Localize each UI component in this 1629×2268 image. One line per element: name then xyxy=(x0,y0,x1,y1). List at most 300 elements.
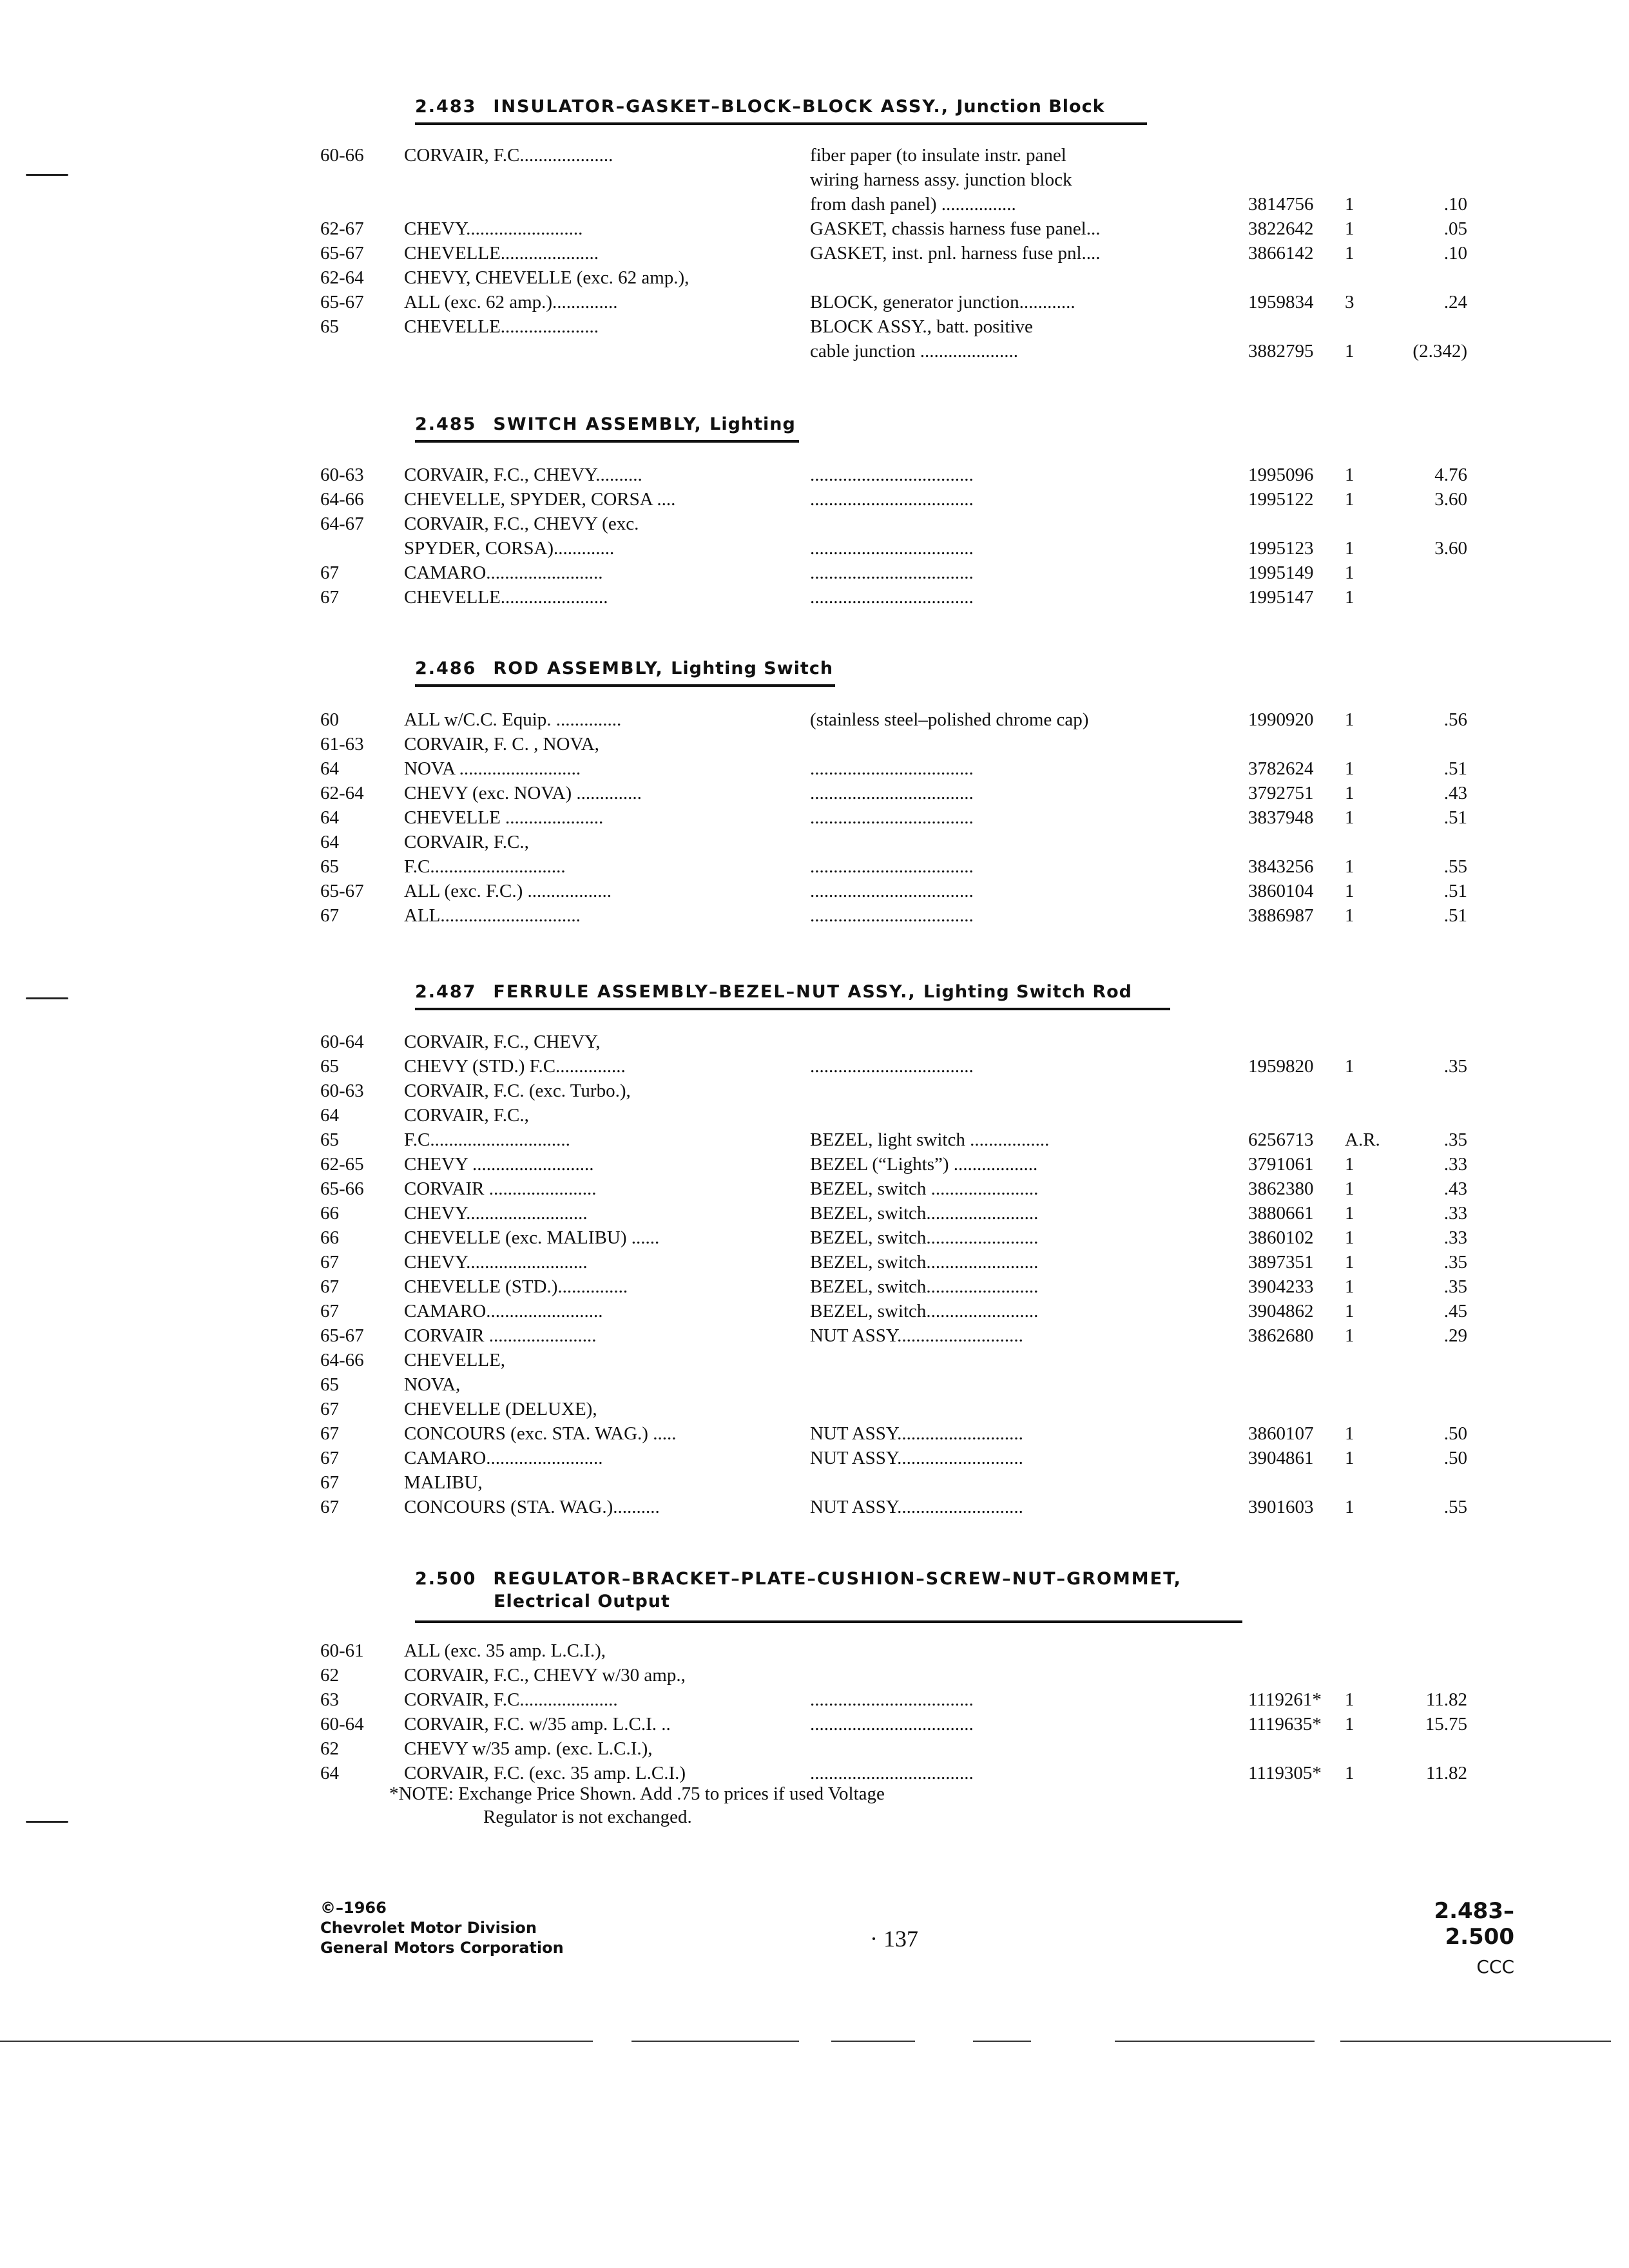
table-row xyxy=(320,1470,1480,1495)
quantity-cell: 1 xyxy=(1345,758,1354,779)
model-cell: CHEVELLE, SPYDER, CORSA .... xyxy=(404,489,676,510)
section-heading xyxy=(415,414,796,434)
price-cell: .43 xyxy=(1443,783,1467,803)
price-cell: .51 xyxy=(1443,881,1467,901)
section-heading xyxy=(415,658,833,678)
model-cell: CORVAIR, F.C. w/35 amp. L.C.I. .. xyxy=(404,1714,671,1735)
part-number-cell: 1995149 xyxy=(1248,562,1314,583)
year-cell: 66 xyxy=(320,1203,339,1224)
section-number: 2.486 xyxy=(415,658,477,678)
part-number-cell: 1119305* xyxy=(1248,1763,1322,1783)
description-cell: ................................... xyxy=(810,562,974,583)
table-row xyxy=(320,1274,1480,1299)
description-cell: NUT ASSY........................... xyxy=(810,1497,1023,1517)
model-cell: CORVAIR, F.C., CHEVY w/30 amp., xyxy=(404,1665,686,1686)
year-cell: 60-61 xyxy=(320,1640,364,1661)
price-cell: .56 xyxy=(1443,709,1467,730)
model-cell: CHEVELLE (exc. MALIBU) ...... xyxy=(404,1227,660,1248)
year-cell: 60-64 xyxy=(320,1714,364,1735)
price-cell: .35 xyxy=(1443,1276,1467,1297)
table-row xyxy=(320,1177,1480,1201)
table-row xyxy=(320,463,1480,487)
year-cell: 64-66 xyxy=(320,1350,364,1370)
description-cell: cable junction ..................... xyxy=(810,341,1018,361)
year-cell: 67 xyxy=(320,1252,339,1273)
model-cell: CORVAIR, F.C..................... xyxy=(404,1689,618,1710)
section-number: 2.483 xyxy=(415,97,477,117)
quantity-cell: 1 xyxy=(1345,709,1354,730)
quantity-cell: 1 xyxy=(1345,1227,1354,1248)
table-row xyxy=(320,1348,1480,1372)
year-cell: 67 xyxy=(320,1423,339,1444)
margin-mark xyxy=(26,997,68,999)
part-number-cell: 1995123 xyxy=(1248,538,1314,559)
quantity-cell: 1 xyxy=(1345,489,1354,510)
description-cell: BEZEL, light switch ................. xyxy=(810,1129,1050,1150)
model-cell: CHEVELLE..................... xyxy=(404,243,599,264)
quantity-cell: 1 xyxy=(1345,856,1354,877)
table-row xyxy=(320,903,1480,928)
year-cell: 64 xyxy=(320,758,339,779)
price-cell: .45 xyxy=(1443,1301,1467,1321)
price-cell: .50 xyxy=(1443,1448,1467,1468)
model-cell: CHEVELLE....................... xyxy=(404,587,608,608)
model-cell: CHEVELLE, xyxy=(404,1350,506,1370)
model-cell: CHEVY w/35 amp. (exc. L.C.I.), xyxy=(404,1738,653,1759)
model-cell: CORVAIR, F. C. , NOVA, xyxy=(404,734,599,754)
table-row xyxy=(320,1663,1480,1687)
footnote-line: *NOTE: Exchange Price Shown. Add .75 to prices if used Voltage xyxy=(389,1783,885,1804)
section-title: ROD ASSEMBLY, xyxy=(493,658,664,678)
description-cell: ................................... xyxy=(810,856,974,877)
year-cell: 62-64 xyxy=(320,783,364,803)
year-cell: 64-66 xyxy=(320,489,364,510)
model-cell: CHEVELLE (STD.)............... xyxy=(404,1276,628,1297)
description-cell: ................................... xyxy=(810,1763,974,1783)
part-number-cell: 3886987 xyxy=(1248,905,1314,926)
part-number-cell: 1995096 xyxy=(1248,465,1314,485)
quantity-cell: 1 xyxy=(1345,1689,1354,1710)
part-number-cell: 3901603 xyxy=(1248,1497,1314,1517)
part-number-cell: 3904861 xyxy=(1248,1448,1314,1468)
model-cell: CHEVELLE (DELUXE), xyxy=(404,1399,597,1419)
scan-rule xyxy=(973,2041,1031,2042)
scan-rule xyxy=(1115,2041,1315,2042)
section-subtitle: Lighting Switch Rod xyxy=(923,982,1132,1002)
table-row xyxy=(320,1128,1480,1152)
quantity-cell: 1 xyxy=(1345,1203,1354,1224)
quantity-cell: 1 xyxy=(1345,1763,1354,1783)
table-row xyxy=(320,854,1480,879)
price-cell: 3.60 xyxy=(1434,489,1467,510)
year-cell: 60-63 xyxy=(320,1081,364,1101)
year-cell: 67 xyxy=(320,1301,339,1321)
year-cell: 65 xyxy=(320,1056,339,1077)
model-cell: CHEVY (exc. NOVA) .............. xyxy=(404,783,642,803)
quantity-cell: 1 xyxy=(1345,587,1354,608)
year-cell: 65 xyxy=(320,1374,339,1395)
description-cell: ................................... xyxy=(810,1056,974,1077)
price-cell: .33 xyxy=(1443,1203,1467,1224)
year-cell: 67 xyxy=(320,905,339,926)
section-subtitle: Electrical Output xyxy=(494,1591,670,1611)
part-number-cell: 3791061 xyxy=(1248,1154,1314,1175)
part-number-cell: 3843256 xyxy=(1248,856,1314,877)
table-row xyxy=(320,1736,1480,1761)
description-cell: BLOCK, generator junction............ xyxy=(810,292,1075,312)
description-cell: GASKET, inst. pnl. harness fuse pnl.... xyxy=(810,243,1101,264)
margin-mark xyxy=(26,174,68,176)
model-cell: CHEVY.......................... xyxy=(404,1203,588,1224)
model-cell: CORVAIR, F.C. (exc. Turbo.), xyxy=(404,1081,631,1101)
section-heading xyxy=(415,97,1105,117)
table-row xyxy=(320,1201,1480,1225)
table-row xyxy=(320,1446,1480,1470)
year-cell: 65-67 xyxy=(320,243,364,264)
year-cell: 67 xyxy=(320,1399,339,1419)
year-cell: 64-67 xyxy=(320,514,364,534)
quantity-cell: 1 xyxy=(1345,807,1354,828)
year-cell: 62 xyxy=(320,1665,339,1686)
year-cell: 67 xyxy=(320,587,339,608)
part-number-cell: 3897351 xyxy=(1248,1252,1314,1273)
table-row xyxy=(320,732,1480,756)
model-cell: CORVAIR ....................... xyxy=(404,1325,597,1346)
model-cell: CHEVY......................... xyxy=(404,218,583,239)
model-cell: F.C............................. xyxy=(404,856,566,877)
part-number-cell: 1990920 xyxy=(1248,709,1314,730)
model-cell: CHEVY, CHEVELLE (exc. 62 amp.), xyxy=(404,267,689,288)
year-cell: 60 xyxy=(320,709,339,730)
model-cell: MALIBU, xyxy=(404,1472,483,1493)
description-cell: NUT ASSY........................... xyxy=(810,1423,1023,1444)
section-underline xyxy=(415,122,1147,125)
part-number-cell: 3814756 xyxy=(1248,194,1314,215)
quantity-cell: A.R. xyxy=(1345,1129,1380,1150)
description-cell: BEZEL, switch........................ xyxy=(810,1252,1039,1273)
description-cell: GASKET, chassis harness fuse panel... xyxy=(810,218,1101,239)
model-cell: CORVAIR, F.C.................... xyxy=(404,145,613,166)
footnote-line: Regulator is not exchanged. xyxy=(483,1807,692,1827)
table-row xyxy=(320,216,1480,241)
section-underline xyxy=(415,1620,1242,1623)
scan-rule xyxy=(631,2041,799,2042)
year-cell: 65-67 xyxy=(320,881,364,901)
price-cell: .10 xyxy=(1443,194,1467,215)
price-cell: .05 xyxy=(1443,218,1467,239)
part-number-cell: 1995122 xyxy=(1248,489,1314,510)
model-cell: CAMARO......................... xyxy=(404,1448,603,1468)
year-cell: 65-66 xyxy=(320,1178,364,1199)
model-cell: NOVA .......................... xyxy=(404,758,581,779)
section-heading xyxy=(415,982,1132,1002)
table-row xyxy=(320,1323,1480,1348)
quantity-cell: 1 xyxy=(1345,905,1354,926)
table-row xyxy=(320,290,1480,314)
table-row xyxy=(320,1103,1480,1128)
year-cell: 65 xyxy=(320,856,339,877)
description-cell: BEZEL, switch........................ xyxy=(810,1276,1039,1297)
model-cell: CHEVELLE ..................... xyxy=(404,807,604,828)
quantity-cell: 1 xyxy=(1345,1056,1354,1077)
table-row xyxy=(320,1030,1480,1054)
description-cell: wiring harness assy. junction block xyxy=(810,169,1072,190)
table-row xyxy=(320,512,1480,536)
table-row xyxy=(320,314,1480,339)
description-cell: ................................... xyxy=(810,489,974,510)
section-title: INSULATOR–GASKET–BLOCK–BLOCK ASSY., xyxy=(493,97,949,117)
year-cell: 67 xyxy=(320,562,339,583)
table-row xyxy=(320,1225,1480,1250)
table-row xyxy=(320,265,1480,290)
year-cell: 64 xyxy=(320,1763,339,1783)
quantity-cell: 1 xyxy=(1345,538,1354,559)
model-cell: ALL (exc. F.C.) .................. xyxy=(404,881,612,901)
part-number-cell: 1995147 xyxy=(1248,587,1314,608)
table-row xyxy=(320,1712,1480,1736)
table-row xyxy=(320,1152,1480,1177)
table-row xyxy=(320,1250,1480,1274)
description-cell: ................................... xyxy=(810,905,974,926)
year-cell: 67 xyxy=(320,1497,339,1517)
price-cell: .35 xyxy=(1443,1252,1467,1273)
table-row xyxy=(320,707,1480,732)
quantity-cell: 1 xyxy=(1345,1448,1354,1468)
year-cell: 65 xyxy=(320,316,339,337)
model-cell: NOVA, xyxy=(404,1374,461,1395)
quantity-cell: 1 xyxy=(1345,1276,1354,1297)
quantity-cell: 1 xyxy=(1345,1301,1354,1321)
table-row xyxy=(320,805,1480,830)
quantity-cell: 1 xyxy=(1345,1178,1354,1199)
price-cell: .50 xyxy=(1443,1423,1467,1444)
model-cell: CONCOURS (exc. STA. WAG.) ..... xyxy=(404,1423,677,1444)
table-row xyxy=(320,830,1480,854)
quantity-cell: 1 xyxy=(1345,243,1354,264)
model-cell: CORVAIR, F.C., CHEVY.......... xyxy=(404,465,642,485)
page-number: · 137 xyxy=(870,1926,918,1952)
description-cell: from dash panel) ................ xyxy=(810,194,1016,215)
model-cell: ALL.............................. xyxy=(404,905,581,926)
part-number-cell: 3860104 xyxy=(1248,881,1314,901)
part-number-cell: 3837948 xyxy=(1248,807,1314,828)
description-cell: (stainless steel–polished chrome cap) xyxy=(810,709,1089,730)
price-cell: .43 xyxy=(1443,1178,1467,1199)
model-cell: ALL w/C.C. Equip. .............. xyxy=(404,709,622,730)
part-number-cell: 3860107 xyxy=(1248,1423,1314,1444)
description-cell: ................................... xyxy=(810,881,974,901)
description-cell: BLOCK ASSY., batt. positive xyxy=(810,316,1033,337)
table-row xyxy=(320,143,1480,168)
table-row xyxy=(320,1397,1480,1421)
model-cell: ALL (exc. 35 amp. L.C.I.), xyxy=(404,1640,606,1661)
price-cell: .29 xyxy=(1443,1325,1467,1346)
quantity-cell: 1 xyxy=(1345,881,1354,901)
model-cell: CORVAIR, F.C., xyxy=(404,832,529,852)
year-cell: 62-67 xyxy=(320,218,364,239)
description-cell: ................................... xyxy=(810,1689,974,1710)
section-underline xyxy=(415,684,835,687)
model-cell: CORVAIR, F.C. (exc. 35 amp. L.C.I.) xyxy=(404,1763,686,1783)
scan-rule xyxy=(831,2041,915,2042)
quantity-cell: 1 xyxy=(1345,1252,1354,1273)
table-row xyxy=(320,339,1480,363)
table-row xyxy=(320,585,1480,610)
model-cell: CORVAIR, F.C., xyxy=(404,1105,529,1126)
price-cell: .51 xyxy=(1443,905,1467,926)
table-row xyxy=(320,1421,1480,1446)
part-number-cell: 3862380 xyxy=(1248,1178,1314,1199)
footnote xyxy=(389,1782,885,1829)
price-cell: .10 xyxy=(1443,243,1467,264)
table-row xyxy=(320,1639,1480,1663)
table-row xyxy=(320,756,1480,781)
section-underline xyxy=(415,440,799,443)
table-row xyxy=(320,1054,1480,1079)
year-cell: 62-64 xyxy=(320,267,364,288)
model-cell: F.C.............................. xyxy=(404,1129,570,1150)
year-cell: 66 xyxy=(320,1227,339,1248)
model-cell: SPYDER, CORSA)............. xyxy=(404,538,615,559)
table-row xyxy=(320,1687,1480,1712)
quantity-cell: 1 xyxy=(1345,1423,1354,1444)
scan-rule xyxy=(0,2041,593,2042)
description-cell: ................................... xyxy=(810,758,974,779)
footer-code-block xyxy=(1385,1898,1514,1977)
part-number-cell: 3822642 xyxy=(1248,218,1314,239)
part-number-cell: 3882795 xyxy=(1248,341,1314,361)
copyright-text: ©–1966 xyxy=(320,1899,387,1917)
model-cell: CORVAIR, F.C., CHEVY, xyxy=(404,1032,601,1052)
description-cell: BEZEL, switch........................ xyxy=(810,1301,1039,1321)
description-cell: ................................... xyxy=(810,1714,974,1735)
model-cell: CHEVY .......................... xyxy=(404,1154,594,1175)
part-number-cell: 3792751 xyxy=(1248,783,1314,803)
part-number-cell: 3860102 xyxy=(1248,1227,1314,1248)
price-cell: 11.82 xyxy=(1425,1763,1467,1783)
price-cell: .33 xyxy=(1443,1154,1467,1175)
section-subtitle: Junction Block xyxy=(956,97,1105,117)
quantity-cell: 1 xyxy=(1345,1497,1354,1517)
description-cell: NUT ASSY........................... xyxy=(810,1325,1023,1346)
table-row xyxy=(320,879,1480,903)
part-number-cell: 1119261* xyxy=(1248,1689,1322,1710)
part-number-cell: 3904862 xyxy=(1248,1301,1314,1321)
year-cell: 60-63 xyxy=(320,465,364,485)
description-cell: fiber paper (to insulate instr. panel xyxy=(810,145,1066,166)
model-cell: CAMARO......................... xyxy=(404,562,603,583)
year-cell: 67 xyxy=(320,1472,339,1493)
table-row xyxy=(320,536,1480,561)
description-cell: ................................... xyxy=(810,783,974,803)
part-number-cell: 1959834 xyxy=(1248,292,1314,312)
quantity-cell: 1 xyxy=(1345,1714,1354,1735)
price-cell: .35 xyxy=(1443,1056,1467,1077)
table-row xyxy=(320,1495,1480,1519)
quantity-cell: 1 xyxy=(1345,218,1354,239)
model-cell: CHEVELLE..................... xyxy=(404,316,599,337)
description-cell: BEZEL, switch........................ xyxy=(810,1203,1039,1224)
price-cell: .24 xyxy=(1443,292,1467,312)
description-cell: ................................... xyxy=(810,538,974,559)
table-row xyxy=(320,561,1480,585)
description-cell: BEZEL (“Lights”) .................. xyxy=(810,1154,1038,1175)
table-row xyxy=(320,192,1480,216)
section-subtitle: Lighting xyxy=(709,414,796,434)
year-cell: 64 xyxy=(320,807,339,828)
model-cell: CHEVY (STD.) F.C............... xyxy=(404,1056,626,1077)
section-range-code: 2.483–2.500 xyxy=(1434,1898,1514,1950)
model-cell: CORVAIR ....................... xyxy=(404,1178,597,1199)
quantity-cell: 1 xyxy=(1345,783,1354,803)
part-number-cell: 6256713 xyxy=(1248,1129,1314,1150)
division-text: Chevrolet Motor Division xyxy=(320,1919,537,1937)
quantity-cell: 1 xyxy=(1345,465,1354,485)
model-cell: CORVAIR, F.C., CHEVY (exc. xyxy=(404,514,639,534)
model-cell: CONCOURS (STA. WAG.).......... xyxy=(404,1497,660,1517)
section-subtitle: Lighting Switch xyxy=(671,658,834,678)
table-row xyxy=(320,241,1480,265)
footer-publisher xyxy=(320,1898,564,1958)
table-row xyxy=(320,168,1480,192)
price-cell: .51 xyxy=(1443,807,1467,828)
table-row xyxy=(320,781,1480,805)
price-cell: .35 xyxy=(1443,1129,1467,1150)
year-cell: 63 xyxy=(320,1689,339,1710)
description-cell: ................................... xyxy=(810,465,974,485)
table-row xyxy=(320,1372,1480,1397)
year-cell: 65 xyxy=(320,1129,339,1150)
year-cell: 64 xyxy=(320,1105,339,1126)
year-cell: 65-67 xyxy=(320,292,364,312)
price-cell: .51 xyxy=(1443,758,1467,779)
description-cell: ................................... xyxy=(810,587,974,608)
quantity-cell: 3 xyxy=(1345,292,1354,312)
corporation-text: General Motors Corporation xyxy=(320,1939,564,1957)
table-row xyxy=(320,487,1480,512)
model-cell: ALL (exc. 62 amp.).............. xyxy=(404,292,618,312)
scan-rule xyxy=(1340,2041,1611,2042)
part-number-cell: 3880661 xyxy=(1248,1203,1314,1224)
model-cell: CAMARO......................... xyxy=(404,1301,603,1321)
table-row xyxy=(320,1299,1480,1323)
price-cell: 3.60 xyxy=(1434,538,1467,559)
year-cell: 62 xyxy=(320,1738,339,1759)
section-underline xyxy=(415,1008,1170,1010)
section-number: 2.500 xyxy=(415,1569,477,1589)
price-cell: (2.342) xyxy=(1412,341,1467,361)
section-title: SWITCH ASSEMBLY, xyxy=(493,414,702,434)
part-number-cell: 1119635* xyxy=(1248,1714,1322,1735)
catalog-code: CCC xyxy=(1476,1956,1514,1977)
description-cell: BEZEL, switch ....................... xyxy=(810,1178,1039,1199)
section-number: 2.487 xyxy=(415,982,477,1002)
year-cell: 60-64 xyxy=(320,1032,364,1052)
quantity-cell: 1 xyxy=(1345,341,1354,361)
price-cell: .55 xyxy=(1443,1497,1467,1517)
part-number-cell: 3904233 xyxy=(1248,1276,1314,1297)
section-title: REGULATOR–BRACKET–PLATE–CUSHION–SCREW–NUT–GROMMET, xyxy=(493,1569,1182,1589)
quantity-cell: 1 xyxy=(1345,562,1354,583)
section-heading xyxy=(415,1569,1182,1611)
year-cell: 61-63 xyxy=(320,734,364,754)
quantity-cell: 1 xyxy=(1345,1325,1354,1346)
price-cell: 15.75 xyxy=(1425,1714,1467,1735)
model-cell: CHEVY.......................... xyxy=(404,1252,588,1273)
part-number-cell: 3862680 xyxy=(1248,1325,1314,1346)
description-cell: BEZEL, switch........................ xyxy=(810,1227,1039,1248)
year-cell: 67 xyxy=(320,1276,339,1297)
